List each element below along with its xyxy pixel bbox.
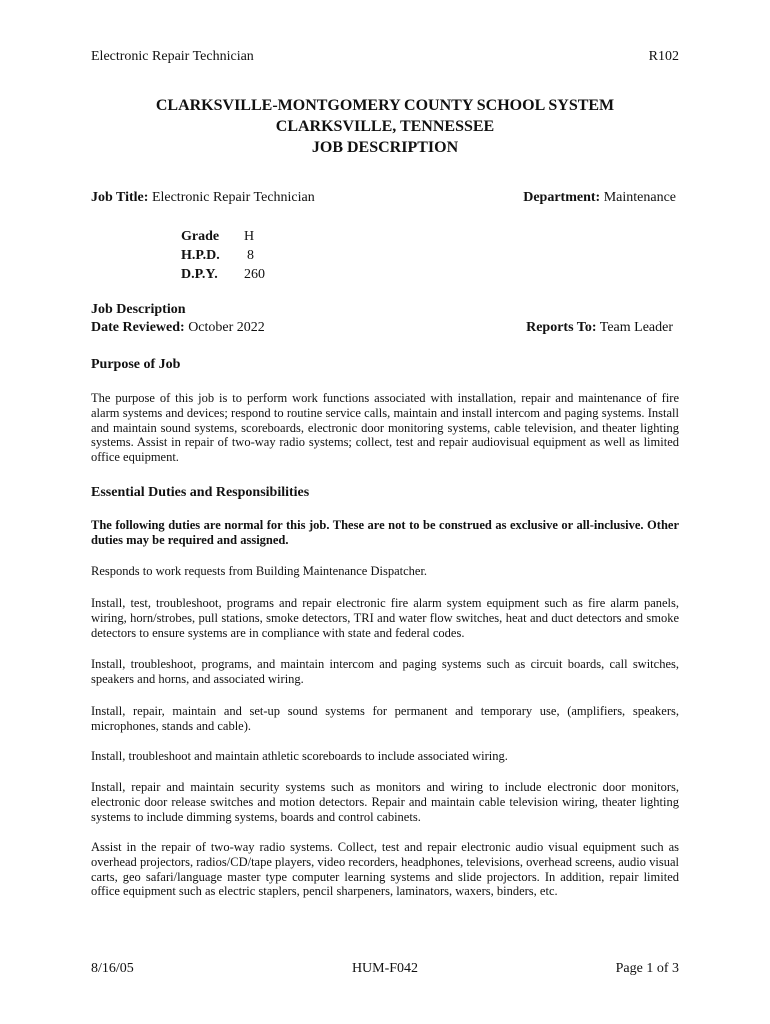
hpd-row	[181, 246, 265, 265]
dpy-row	[181, 265, 265, 284]
grade-value: H	[244, 229, 255, 244]
job-description-heading: Job Description	[91, 302, 186, 317]
grade-key: Grade	[181, 229, 220, 244]
department	[523, 190, 676, 206]
footer-form-code: HUM-F042	[351, 961, 419, 976]
duty-item: Install, repair, maintain and set-up sound systems for permanent and temporary use, (amplifiers, speakers, microphones, stands and cable).	[91, 704, 679, 733]
hpd-key: H.P.D.	[181, 248, 220, 263]
duty-item: Assist in the repair of two-way radio systems. Collect, test and repair electronic audio visual equipment such as overhead projectors, radios/CD/tape players, video recorders, headphones, televisions, overhead screens, audio visual carts, geo safari/language master type computer learning systems and slide projectors. In addition, repair limited office equipment such as electric staplers, pencil sharpeners, laminators, waxers, binders, etc.	[91, 840, 679, 899]
duty-item: Install, troubleshoot and maintain athletic scoreboards to include associated wiring.	[91, 749, 508, 763]
duty-item: Install, test, troubleshoot, programs and repair electronic fire alarm system equipment such as fire alarm panels, wiring, horn/strobes, pull stations, smoke detectors, TRI and water flow switches, heat and duct detectors and smoke detectors to ensure systems are in compliance with state and federal codes.	[91, 596, 679, 640]
duties-heading: Essential Duties and Responsibilities	[91, 485, 310, 500]
date-reviewed-label: Date Reviewed:	[91, 320, 185, 335]
job-title-value: Electronic Repair Technician	[151, 190, 315, 205]
reports-to-label: Reports To:	[526, 320, 597, 335]
document-title	[0, 95, 770, 158]
duty-item: Responds to work requests from Building Maintenance Dispatcher.	[91, 564, 428, 578]
purpose-text: The purpose of this job is to perform work functions associated with installation, repair and maintenance of fire alarm systems and devices; respond to routine service calls, maintain and install intercom and paging systems. Install and maintain sound systems, scoreboards, electronic door monitoring systems, cable television, and theater lighting systems. Assist in repair of two-way radio systems; collect, test and repair audiovisual equipment as well as limited office equipment.	[91, 391, 679, 465]
hpd-value: 8	[247, 248, 254, 263]
grade-table	[181, 227, 265, 284]
job-title-label: Job Title:	[91, 190, 149, 205]
duty-item: Install, repair and maintain security systems such as monitors and wiring to include electronic door monitors, electronic door release switches and motion detectors. Repair and maintain cable television wiring, theater lighting systems to include dimming systems, boards and control cabinets.	[91, 780, 679, 824]
department-value: Maintenance	[603, 190, 676, 205]
title-line-3: JOB DESCRIPTION	[311, 139, 459, 156]
footer-date: 8/16/05	[91, 961, 134, 976]
reports-to-value: Team Leader	[599, 320, 673, 335]
title-line-2: CLARKSVILLE, TENNESSEE	[275, 118, 495, 135]
date-reviewed-value: October 2022	[188, 320, 265, 335]
duty-item: Install, troubleshoot, programs, and maintain intercom and paging systems such as circuit boards, call switches, speakers and horns, and associated wiring.	[91, 657, 679, 686]
purpose-heading: Purpose of Job	[91, 357, 181, 372]
grade-row	[181, 227, 265, 246]
department-label: Department:	[523, 190, 601, 205]
title-line-1: CLARKSVILLE-MONTGOMERY COUNTY SCHOOL SYSTEM	[155, 97, 615, 114]
reports-to	[526, 320, 673, 336]
footer-page-number: Page 1 of 3	[615, 961, 679, 976]
header-left: Electronic Repair Technician	[91, 49, 254, 64]
dpy-key: D.P.Y.	[181, 267, 218, 282]
header-right: R102	[648, 49, 679, 64]
dpy-value: 260	[244, 267, 265, 282]
date-reviewed	[91, 320, 265, 336]
duties-intro: The following duties are normal for this job. These are not to be construed as exclusive or all-inclusive. Other duties may be required and assigned.	[91, 518, 679, 547]
job-title	[91, 190, 315, 206]
